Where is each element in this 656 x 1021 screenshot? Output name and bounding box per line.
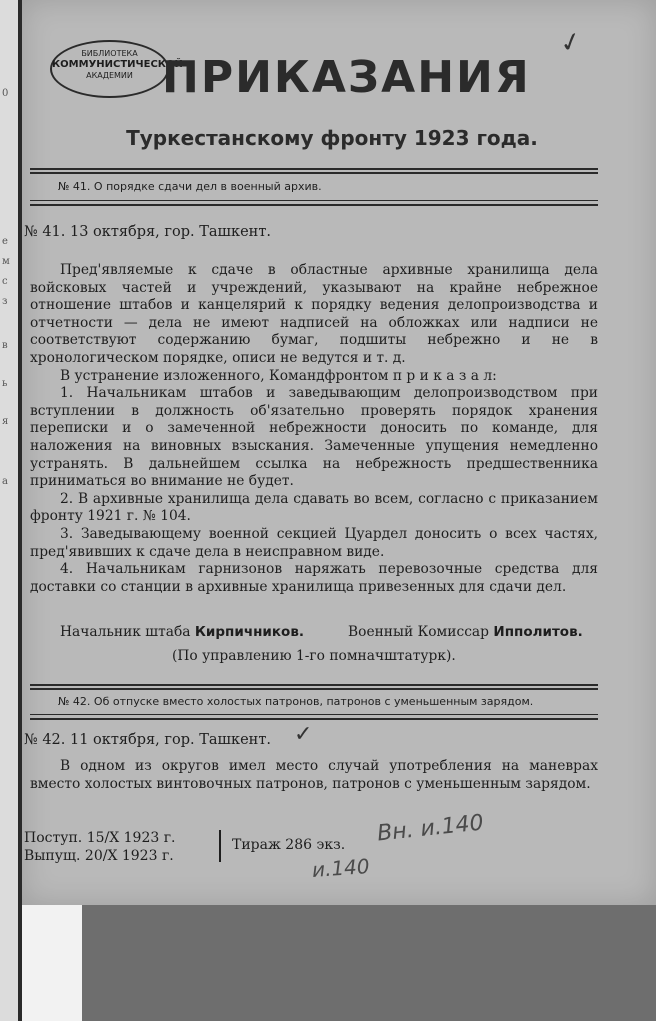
margin-glyph: я xyxy=(2,416,9,427)
page-subtitle: Туркестанскому фронту 1923 года. xyxy=(126,126,538,150)
signature-name: Кирпичников. xyxy=(194,624,304,640)
signature-name: Ипполитов. xyxy=(493,624,583,640)
signature-note: (По управлению 1-го помначштатурк). xyxy=(172,648,456,664)
divider xyxy=(30,204,598,206)
divider xyxy=(30,168,598,170)
document-page xyxy=(22,0,656,905)
order-body xyxy=(30,758,598,793)
margin-glyph: з xyxy=(2,296,8,307)
paragraph: Пред'являемые к сдаче в областные архивные хранилища дела войсковых частей и учреждений, указывают на крайне небрежное отношение штабов и канцелярий к порядку ведения делопроизводства и отчетности — дела не имеют надписей на обложках или надписи не соответствуют содержанию бумаг, подшиты небрежно и не в хронологическом порядке, описи не ведутся и т. д. xyxy=(30,262,598,366)
checkmark-icon: ✓ xyxy=(556,25,586,61)
signature-role: Начальник штаба xyxy=(60,624,191,640)
margin-glyph: с xyxy=(2,276,8,287)
order-summary: № 42. Об отпуске вместо холостых патронов, патронов с уменьшенным зарядом. xyxy=(58,695,534,708)
margin-glyph: м xyxy=(2,256,10,267)
divider xyxy=(30,714,598,715)
signature-right xyxy=(348,624,583,640)
received-date: Поступ. 15/X 1923 г. xyxy=(24,830,176,846)
divider xyxy=(30,200,598,201)
stamp-line: АКАДЕМИИ xyxy=(86,71,133,80)
paragraph: 2. В архивные хранилища дела сдавать во всем, согласно с приказанием фронту 1921 г. № 104. xyxy=(30,490,598,525)
checkmark-icon: ✓ xyxy=(294,722,313,747)
margin-glyph: 0 xyxy=(2,88,9,99)
paragraph: В одном из округов имел место случай употребления на маневрах вместо холостых винтовочных патронов, патронов с уменьшенным зарядом. xyxy=(30,758,598,792)
signature-left xyxy=(60,624,304,640)
print-run: Тираж 286 экз. xyxy=(232,837,346,853)
margin-glyph: в xyxy=(2,340,8,351)
issued-date: Выпущ. 20/X 1923 г. xyxy=(24,848,174,864)
margin-glyph: е xyxy=(2,236,8,247)
divider xyxy=(30,172,598,174)
white-paper-corner xyxy=(22,905,82,1021)
paragraph: В устранение изложенного, Командфронтом п р и к а з а л: xyxy=(60,367,497,384)
divider xyxy=(30,688,598,690)
divider xyxy=(30,718,598,720)
order-heading: № 41. 13 октября, гор. Ташкент. xyxy=(24,224,271,240)
divider xyxy=(30,684,598,686)
paragraph: 3. Заведывающему военной секцией Цуардел доносить о всех частях, пред'явивших к сдаче дела в неисправном виде. xyxy=(30,525,598,560)
paragraph: 4. Начальникам гарнизонов наряжать перевозочные средства для доставки со станции в архивные хранилища привезенных для сдачи дел. xyxy=(30,561,598,595)
order-summary: № 41. О порядке сдачи дел в военный архив. xyxy=(58,180,322,193)
order-body xyxy=(30,262,598,596)
handwritten-note: и.140 xyxy=(311,854,371,882)
order-heading: № 42. 11 октября, гор. Ташкент. xyxy=(24,732,271,748)
signature-role: Военный Комиссар xyxy=(348,624,489,640)
footer-separator xyxy=(219,830,221,862)
margin-glyph: а xyxy=(2,476,8,487)
stamp-line: БИБЛИОТЕКА xyxy=(81,49,138,58)
paragraph: 1. Начальникам штабов и заведывающим делопроизводством при вступлении в должность об'язательно проверять порядок хранения переписки и о замеченной небрежности доносить по команде, для наложения на виновных взыскания. Замеченные упущения немедленно устранять. В дальнейшем ссылка на небрежность предшественника приниматься во внимание не будет. xyxy=(30,385,598,490)
margin-glyph: ь xyxy=(2,378,8,389)
left-adjacent-page xyxy=(0,0,20,1021)
library-stamp xyxy=(50,40,183,98)
stamp-line: КОММУНИСТИЧЕСКОЙ xyxy=(52,59,183,70)
page-title: ПРИКАЗАНИЯ xyxy=(162,52,531,103)
handwritten-note: Вн. и.140 xyxy=(375,810,485,847)
